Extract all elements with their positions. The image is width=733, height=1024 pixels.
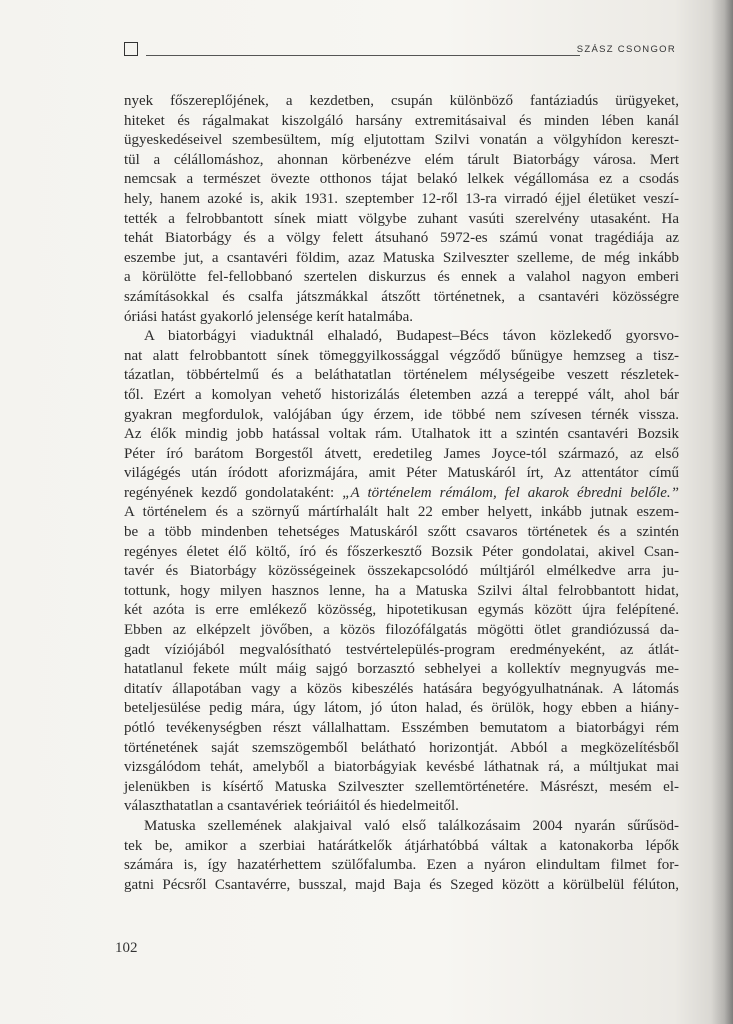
text-line-content: beteljesülése pedig mára, úgy látom, jó úton halad, és örülök, hogy ebben a hiány- bbox=[124, 700, 679, 717]
text-line-content: nyek főszereplőjének, a kezdetben, csupán különböző fantáziadús ürügyeket, bbox=[124, 93, 679, 109]
text-line bbox=[124, 406, 679, 426]
text-line bbox=[124, 229, 679, 249]
text-line-content: pótló tevékenységben részt vállalhattam. Esszémben bemutatom a biatorbágyi rém bbox=[124, 720, 679, 736]
text-line bbox=[124, 817, 679, 837]
text-line bbox=[124, 621, 679, 641]
text-line bbox=[124, 170, 679, 190]
text-line-content: tek be, amikor a szerbiai határátkelők átjárhatóbbá váltak a katonakorba lépők bbox=[124, 837, 679, 854]
text-line bbox=[124, 778, 679, 798]
text-line-content: regényes életet élő költő, író és főszerkesztő Bozsik Péter gondolatai, akivel Csan- bbox=[124, 543, 679, 560]
text-line bbox=[124, 327, 679, 347]
text-line-content: számára is, így hazatérhettem szülőfalumba. Ezen a nyáron elindultam filmet for- bbox=[124, 857, 679, 874]
text-line-content: két azóta is erre emlékező közösség, hipotetikusan egymás között újra felépítené. bbox=[124, 602, 679, 619]
text-line-content: ügyeskedéseivel szembesültem, míg eljutottam Szilvi vonatán a völgyhídon kereszt- bbox=[124, 132, 679, 149]
text-line bbox=[124, 543, 679, 563]
text-line bbox=[124, 464, 679, 484]
text-line bbox=[124, 837, 679, 857]
text-line-content: A történelem és a szörnyű mártírhalált halt 22 ember helyett, inkább jutnak eszem- bbox=[124, 504, 679, 521]
text-line bbox=[124, 523, 679, 543]
text-line-content: Ebben az elképzelt jövőben, a közös filozófálgatás mögötti ötlet grandiózussá da- bbox=[124, 622, 679, 639]
text-line-content: tül a célállomáshoz, ahonnan körbenézve elém tárult Biatorbágy városa. Mert bbox=[124, 151, 679, 168]
text-line bbox=[124, 92, 679, 112]
italic-quote: „A történelem rémálom, fel akarok ébredni belőle.” bbox=[342, 484, 679, 501]
text-line bbox=[124, 249, 679, 269]
text-line bbox=[124, 112, 679, 132]
book-spine-shadow bbox=[711, 0, 733, 1024]
text-line-content: Matuska szellemének alakjaival való első találkozásaim 2004 nyarán sűrűsöd- bbox=[144, 817, 679, 834]
text-line-content: óriási hatást gyakorló jelensége kerít hatalmába. bbox=[124, 308, 414, 325]
text-line bbox=[124, 484, 679, 504]
text-line-content: tehát Biatorbágy és a völgy felett átsuhanó 5972-es számú vonat tragédiája az bbox=[124, 230, 679, 247]
text-line bbox=[124, 797, 679, 817]
text-line bbox=[124, 445, 679, 465]
text-line-content: hely, hanem azoké is, akik 1931. szeptember 12-ről 13-ra virradó éjjel életüket veszí- bbox=[124, 190, 679, 207]
header-author: SZÁSZ CSONGOR bbox=[576, 44, 676, 55]
text-line-content: jelenükben is kísértő Matuska Szilveszter szellemtörténetére. Másrészt, mesém el- bbox=[124, 778, 679, 795]
text-line-content: nat alatt felrobbantott sínek tömeggyilkossággal végződő bűnügye hemzseg a tisz- bbox=[124, 347, 679, 364]
text-line bbox=[124, 190, 679, 210]
text-line-content: Péter író barátom Borgestől átvett, eredetileg James Joyce-tól származó, az első bbox=[124, 445, 679, 462]
text-line bbox=[124, 503, 679, 523]
text-line-content: történetének saját szemszögemből belátható horizontját. Abból a megközelítésből bbox=[124, 739, 679, 756]
text-line bbox=[124, 425, 679, 445]
text-line-content: gyakran megfordulok, valójában úgy érzem, ide többé nem szívesen térnék vissza. bbox=[124, 406, 679, 423]
running-header bbox=[124, 40, 676, 62]
text-line-content: gatni Pécsről Csantavérre, busszal, majd Baja és Szeged között a körülbelül félúton, bbox=[124, 876, 679, 893]
text-line-content: számításokkal és csalfa játszmákkal átszőtt történetnek, a csantavéri közösségre bbox=[124, 288, 679, 305]
text-line-content: tavér és Biatorbágy közösségeinek összekapcsolódó múltjáról elmélkedve arra ju- bbox=[124, 563, 679, 580]
text-line-content: A biatorbágyi viaduktnál elhaladó, Budapest–Bécs távon közlekedő gyorsvo- bbox=[144, 328, 679, 345]
text-line-content: tottunk, hogy milyen hasznos lenne, ha a Matuska Szilvi által felrobbantott hidat, bbox=[124, 582, 679, 599]
text-line bbox=[124, 739, 679, 759]
text-line bbox=[124, 758, 679, 778]
text-line bbox=[124, 151, 679, 171]
body-text bbox=[124, 92, 679, 895]
header-square-ornament bbox=[124, 42, 138, 56]
text-line bbox=[124, 308, 679, 328]
header-rule bbox=[146, 55, 580, 56]
text-line-content: gadt víziójából megvalósítható testvértelepülés-program eredményeként, az átlát- bbox=[124, 641, 679, 658]
text-line-content: Az élők mindig jobb hatással voltak rám. Utalhatok itt a szintén csantavéri Bozsik bbox=[124, 426, 679, 443]
text-line-content: a körülötte fel-fellobbanó szertelen diskurzus és ennek a valahol nagyon emberi bbox=[124, 269, 679, 286]
text-line bbox=[124, 876, 679, 896]
text-line-content: hatatlanul fekete múlt máig sajgó borzasztó sebhelyei a kollektív megnyugvás me- bbox=[124, 661, 679, 678]
text-line-content: tették a felrobbantott sínek miatt völgybe zuhant vasúti szerelvény utasaként. Ha bbox=[124, 210, 679, 227]
text-line-content: vizsgálódom tehát, amelyből a biatorbágyiak kevésbé láthatnak rá, a múltjukat mai bbox=[124, 759, 679, 776]
text-line bbox=[124, 131, 679, 151]
text-line bbox=[124, 856, 679, 876]
text-line bbox=[124, 719, 679, 739]
text-line bbox=[124, 268, 679, 288]
text-line bbox=[124, 660, 679, 680]
text-line-content: választhatatlan a csantavériek teóriáitól és hiedelmeitől. bbox=[124, 798, 459, 815]
text-line-content: világégés után íródott aforizmájára, amit Péter Matuskáról írt, Az attentátor című bbox=[124, 465, 679, 482]
text-line-content: hiteket és rágalmakat kiszolgáló harsány extremitásaival és minden lében kanál bbox=[124, 112, 679, 129]
text-line bbox=[124, 386, 679, 406]
text-line bbox=[124, 562, 679, 582]
text-line-content: be a több mindenben tehetséges Matuskáról szőtt csavaros történetek és a szintén bbox=[124, 524, 679, 541]
text-line bbox=[124, 582, 679, 602]
text-line-content: tázatlan, többértelmű és a beláthatatlan történelem mélységeibe veszett részletek- bbox=[124, 367, 679, 384]
page-number: 102 bbox=[115, 940, 138, 956]
text-line bbox=[124, 699, 679, 719]
text-line bbox=[124, 366, 679, 386]
text-line bbox=[124, 601, 679, 621]
text-line-content: eszembe jut, a csantavéri földim, azaz Matuska Szilveszter szelleme, de még inkább bbox=[124, 249, 679, 266]
text-line bbox=[124, 641, 679, 661]
text-line bbox=[124, 210, 679, 230]
text-line-content: ditatív állapotában vagy a közös kibeszélés hatására begyógyulhatnának. A látomás bbox=[124, 680, 679, 697]
text-line-content: regényének kezdő gondolataként: bbox=[124, 484, 343, 501]
text-line-content: től. Ezért a komolyan vehető historizálás életemben azzá a tereppé vált, ahol bár bbox=[124, 386, 679, 403]
text-line bbox=[124, 680, 679, 700]
text-line-content: nemcsak a természet övezte otthonos tájat belakó lelkek végállomása ez a csodás bbox=[124, 171, 679, 188]
text-line bbox=[124, 347, 679, 367]
text-line bbox=[124, 288, 679, 308]
